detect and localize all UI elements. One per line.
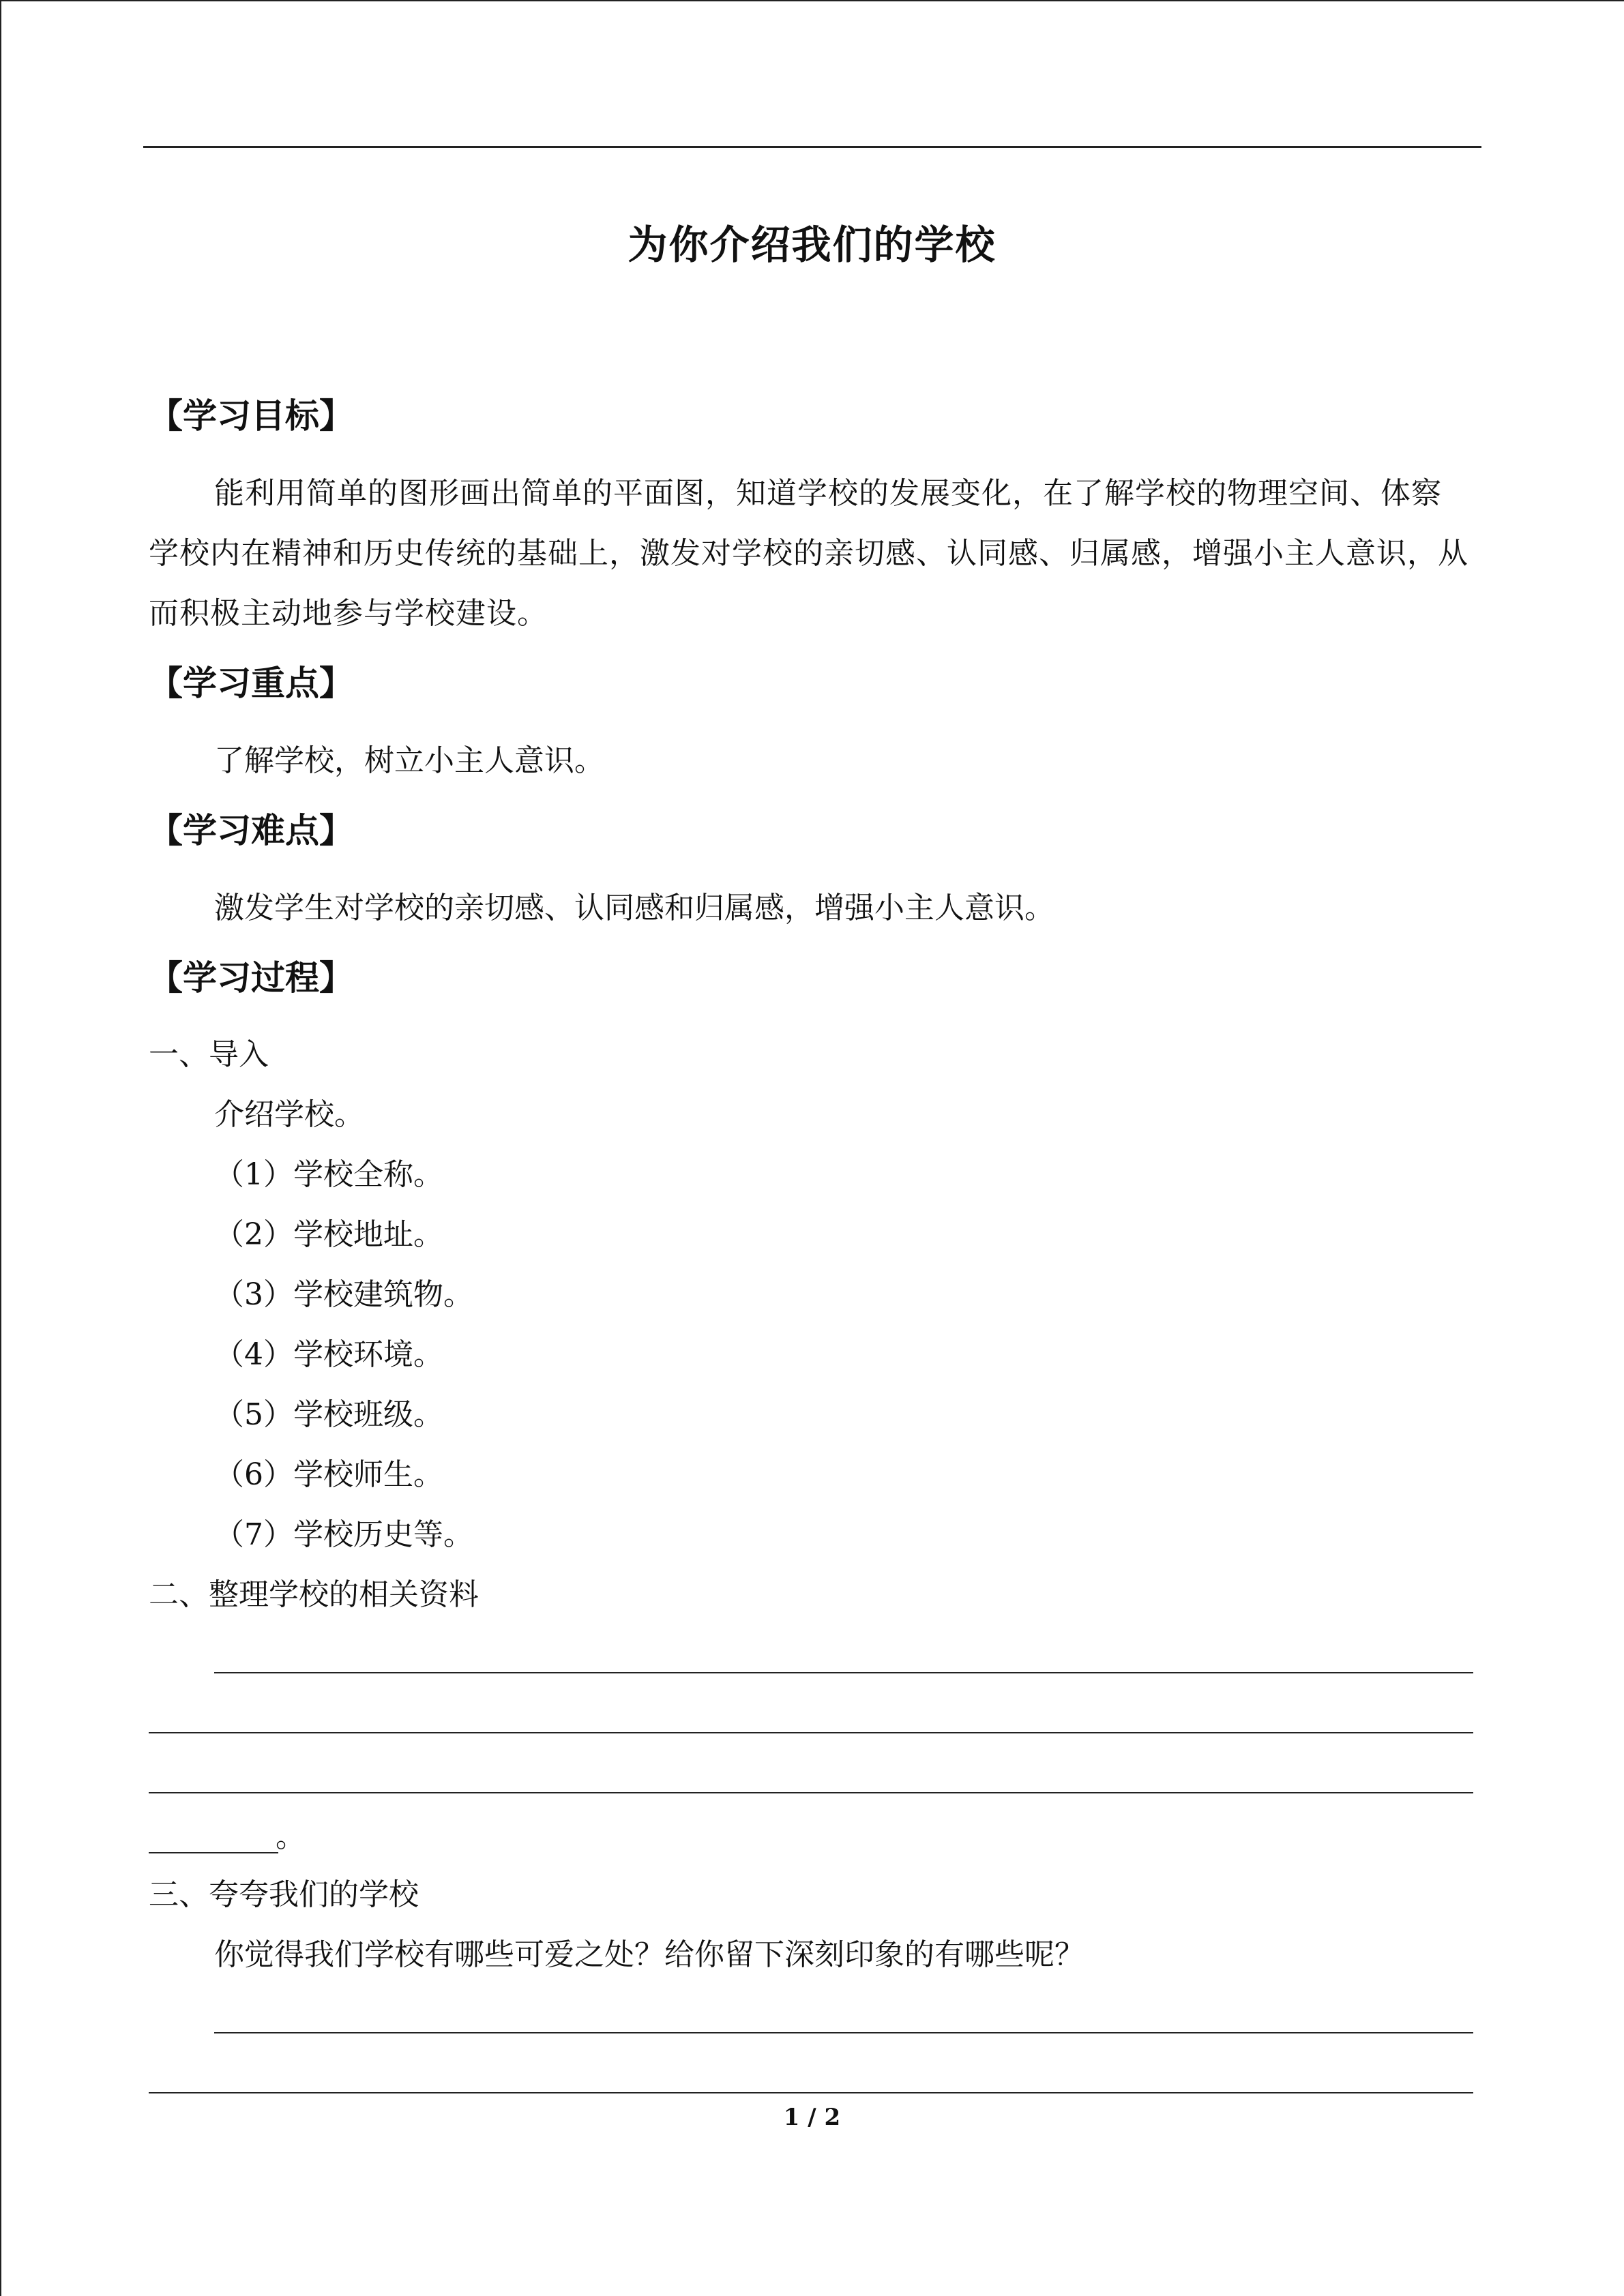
section-heading-goal: 【学习目标】 — [149, 396, 353, 436]
answer-line[interactable] — [149, 1732, 1473, 1733]
footer-rule — [149, 2092, 1473, 2093]
answer-line[interactable] — [214, 2032, 1473, 2033]
part3-title: 三、夸夸我们的学校 — [149, 1877, 419, 1912]
header-rule — [143, 146, 1481, 148]
section-heading-key: 【学习重点】 — [149, 664, 353, 703]
document-title: 为你介绍我们的学校 — [628, 222, 996, 268]
answer-line-short[interactable] — [149, 1852, 278, 1853]
list-item: （7）学校历史等。 — [214, 1517, 473, 1552]
page-number: 1 / 2 — [783, 2104, 841, 2131]
answer-line[interactable] — [214, 1672, 1473, 1673]
list-item: （6）学校师生。 — [214, 1457, 443, 1492]
difficult-paragraph: 激发学生对学校的亲切感、认同感和归属感，增强小主人意识。 — [214, 891, 1054, 925]
part1-title: 一、导入 — [149, 1037, 269, 1072]
part2-end-mark: 。 — [276, 1819, 306, 1854]
goal-paragraph: 能利用简单的图形画出简单的平面图，知道学校的发展变化，在了解学校的物理空间、体察学校内在精神和历史传统的基础上，激发对学校的亲切感、认同感、归属感，增强小主人意识，从而积极主动地参与学校建设。 — [149, 476, 1468, 631]
answer-line[interactable] — [149, 1792, 1473, 1793]
part3-question: 你觉得我们学校有哪些可爱之处？给你留下深刻印象的有哪些呢？ — [214, 1937, 1084, 1972]
list-item: （1）学校全称。 — [214, 1157, 443, 1192]
key-paragraph: 了解学校，树立小主人意识。 — [214, 743, 604, 778]
section-heading-difficult: 【学习难点】 — [149, 811, 353, 850]
list-item: （2）学校地址。 — [214, 1217, 443, 1252]
list-item: （3）学校建筑物。 — [214, 1277, 473, 1312]
list-item: （4）学校环境。 — [214, 1337, 443, 1372]
part1-intro: 介绍学校。 — [214, 1097, 364, 1132]
part2-title: 二、整理学校的相关资料 — [149, 1577, 479, 1612]
list-item: （5）学校班级。 — [214, 1397, 443, 1432]
section-heading-process: 【学习过程】 — [149, 958, 353, 998]
